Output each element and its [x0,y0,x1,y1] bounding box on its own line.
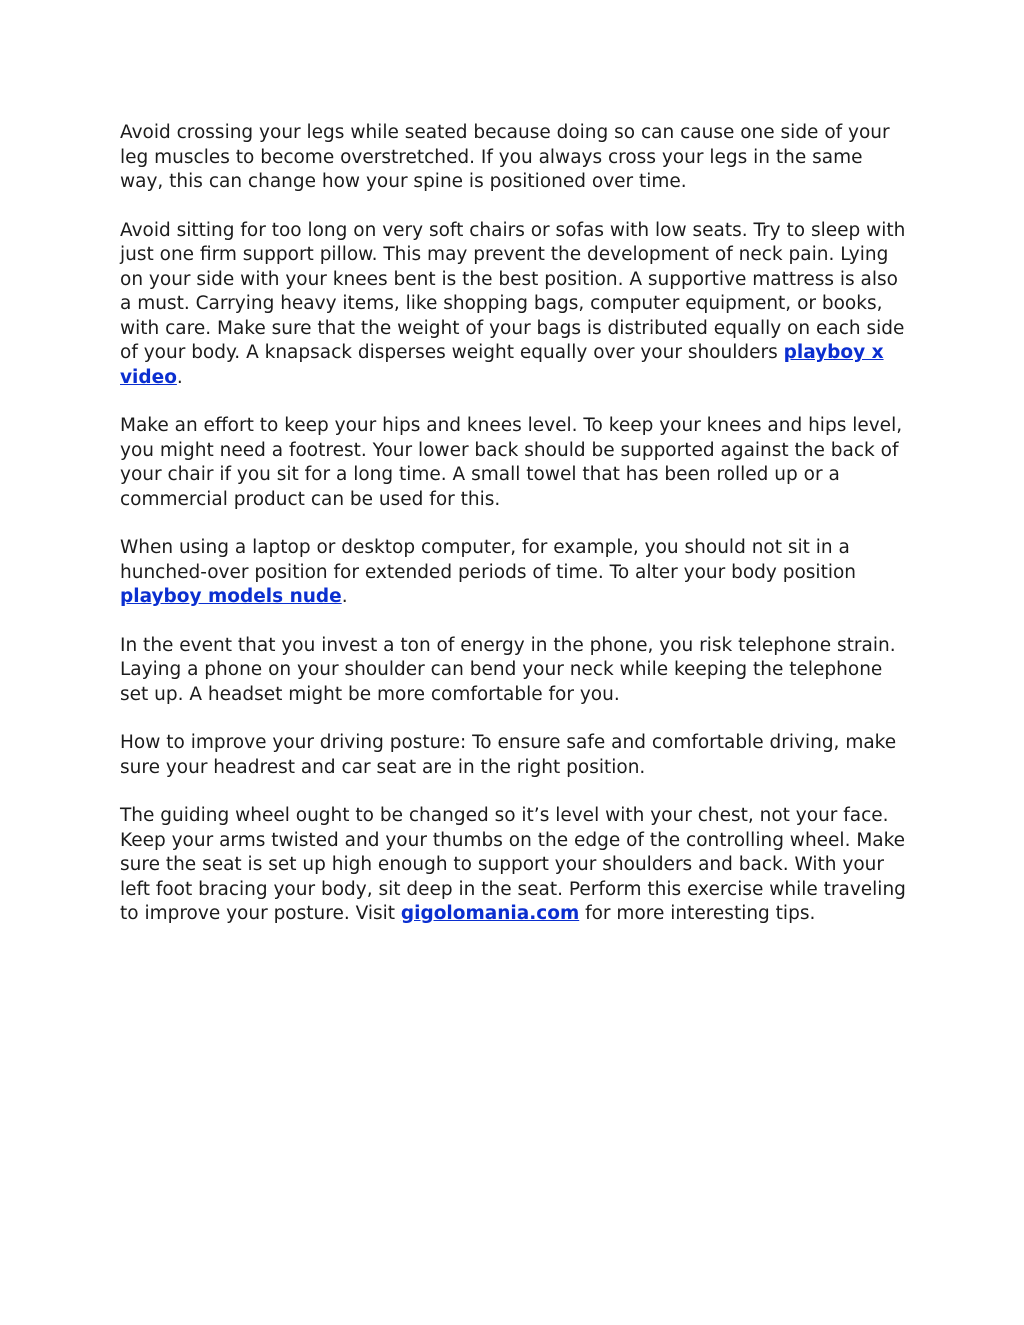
paragraph-driving-posture [120,731,910,780]
link-playboy-models-nude[interactable]: playboy models nude [120,586,342,607]
paragraph-text: Avoid sitting for too long on very soft chairs or sofas with low seats. Try to sleep with just one firm support pillow. This may prevent the development of neck pain. Lying on your side with your knees bent is the best position. A supportive mattress is also a must. Carrying heavy items, like shopping bags, computer equipment, or books, with care. Make sure that the weight of your bags is distributed equally on each side of your body. A knapsack disperses weight equally over your shoulders [120,219,906,363]
paragraph-hips-knees [120,414,910,512]
paragraph-text-after-link: . [176,366,183,388]
paragraph-crossing-legs [120,121,910,195]
document-page [120,121,910,951]
link-playboy-x-video[interactable]: playboy x video [120,342,884,388]
paragraph-text: In the event that you invest a ton of energy in the phone, you risk telephone strain. Laying a phone on your shoulder can bend your neck while keeping the telephone set up. A headset might be more comfortable for you. [120,634,896,705]
link-gigolomania[interactable]: gigolomania.com [400,903,580,924]
paragraph-text: Make an effort to keep your hips and knees level. To keep your knees and hips level, you might need a footrest. Your lower back should be supported against the back of your chair if you sit for a long time. A small towel that has been rolled up or a commercial product can be used for this. [120,415,903,510]
paragraph-text: The guiding wheel ought to be changed so it’s level with your chest, not your face. Keep your arms twisted and your thumbs on the edge of the controlling wheel. Make sure the seat is set up high enough to support your shoulders and back. With your left foot bracing your body, sit deep in the seat. Perform this exercise while traveling to improve your posture. Visit [120,805,906,924]
paragraph-phone [120,634,910,708]
paragraph-text: When using a laptop or desktop computer, for example, you should not sit in a hunched-over position for extended periods of time. To alter your body position [120,537,857,583]
paragraph-text: Avoid crossing your legs while seated because doing so can cause one side of your leg muscles to become overstretched. If you always cross your legs in the same way, this can change how your spine is positioned over time. [120,122,890,192]
paragraph-text: How to improve your driving posture: To ensure safe and comfortable driving, make sure your headrest and car seat are in the right position. [120,732,897,778]
paragraph-text-after-link: . [341,586,348,607]
paragraph-computer [120,536,910,610]
paragraph-soft-chairs [120,219,910,391]
paragraph-steering-wheel [120,804,910,927]
paragraph-text-after-link: for more interesting tips. [579,903,816,924]
